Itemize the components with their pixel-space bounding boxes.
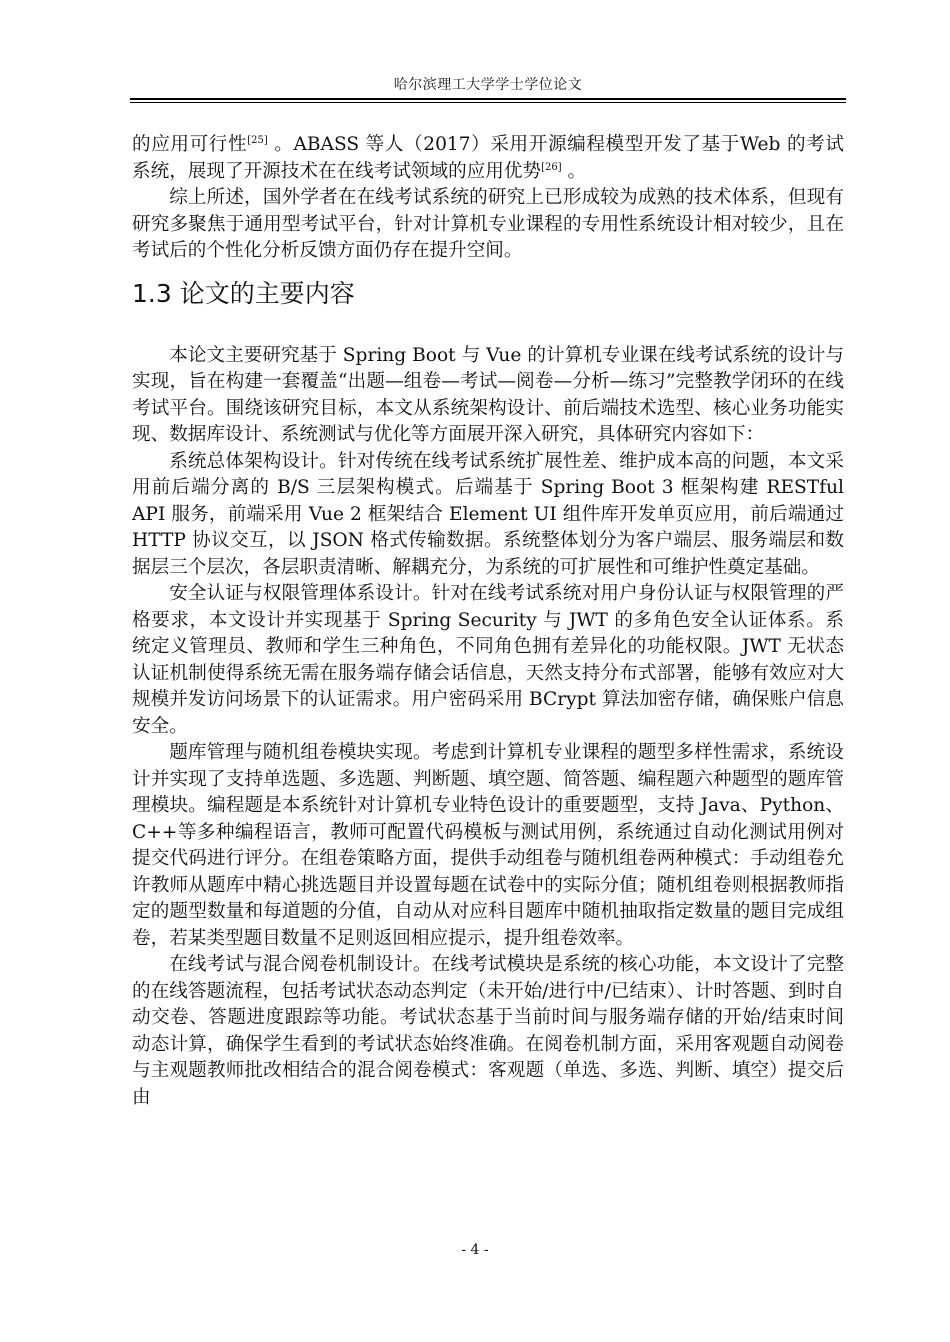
- section-heading: 1.3 论文的主要内容: [132, 278, 355, 308]
- citation-25: [25]: [247, 135, 268, 146]
- paragraph-text: 。ABASS 等人（2017）采用开源编程模型开发了基于Web 的考试系统，展现了开源技术在在线考试领域的应用优势: [132, 134, 844, 182]
- document-body: [132, 132, 844, 1111]
- running-header: 哈尔滨理工大学学士学位论文: [393, 77, 583, 93]
- paragraph-security: 安全认证与权限管理体系设计。针对在线考试系统对用户身份认证与权限管理的严格要求，本文设计并实现基于 Spring Security 与 JWT 的多角色安全认证体系。系统定义管理员、教师和学生三种角色，不同角色拥有差异化的功能权限。JWT 无状态认证机制使得系统无需在服务端存储会话信息，天然支持分布式部署，能够有效应对大规模并发访问场景下的认证需求。用户密码采用 BCrypt 算法加密存储，确保账户信息安全。: [132, 583, 844, 737]
- paragraph-intro: 本论文主要研究基于 Spring Boot 与 Vue 的计算机专业课在线考试系统的设计与实现，旨在构建一套覆盖“出题—组卷—考试—阅卷—分析—练习”完整教学闭环的在线考试平台。围绕该研究目标，本文从系统架构设计、前后端技术选型、核心业务功能实现、数据库设计、系统测试与优化等方面展开深入研究，具体研究内容如下：: [132, 344, 844, 445]
- paragraph-summary: 综上所述，国外学者在在线考试系统的研究上已形成较为成熟的技术体系，但现有研究多聚焦于通用型考试平台，针对计算机专业课程的专用性系统设计相对较少，且在考试后的个性化分析反馈方面仍存在提升空间。: [132, 187, 844, 261]
- paragraph-continuation: [132, 132, 844, 185]
- paragraph-text: 。: [561, 160, 587, 182]
- paragraph-architecture: 系统总体架构设计。针对传统在线考试系统扩展性差、维护成本高的问题，本文采用前后端分离的 B/S 三层架构模式。后端基于 Spring Boot 3 框架构建 RESTful API 服务，前端采用 Vue 2 框架结合 Element UI 组件库开发单页应用，前后端通过 HTTP 协议交互，以 JSON 格式传输数据。系统整体划分为客户端层、服务端层和数据层三个层次，各层职责清晰、解耦充分，为系统的可扩展性和可维护性奠定基础。: [132, 450, 844, 578]
- citation-26: [26]: [541, 161, 562, 173]
- page-number: - 4 -: [461, 1242, 489, 1258]
- paragraph-question-bank: 题库管理与随机组卷模块实现。考虑到计算机专业课程的题型多样性需求，系统设计并实现了支持单选题、多选题、判断题、填空题、简答题、编程题六种题型的题库管理模块。编程题是本系统针对计算机专业特色设计的重要题型，支持 Java、Python、C++等多种编程语言，教师可配置代码模板与测试用例，系统通过自动化测试用例对提交代码进行评分。在组卷策略方面，提供手动组卷与随机组卷两种模式：手动组卷允许教师从题库中精心挑选题目并设置每题在试卷中的实际分值；随机组卷则根据教师指定的题型数量和每道题的分值，自动从对应科目题库中随机抽取指定数量的题目完成组卷，若某类型题目数量不足则返回相应提示，提升组卷效率。: [132, 742, 844, 949]
- paragraph-online-exam: 在线考试与混合阅卷机制设计。在线考试模块是系统的核心功能，本文设计了完整的在线答题流程，包括考试状态动态判定（未开始/进行中/已结束）、计时答题、到时自动交卷、答题进度跟踪等功能。考试状态基于当前时间与服务端存储的开始/结束时间动态计算，确保学生看到的考试状态始终准确。在阅卷机制方面，采用客观题自动阅卷与主观题教师批改相结合的混合阅卷模式：客观题（单选、多选、判断、填空）提交后由: [132, 954, 844, 1108]
- paragraph-text: 的应用可行性: [132, 134, 248, 155]
- header-rule: [130, 98, 846, 103]
